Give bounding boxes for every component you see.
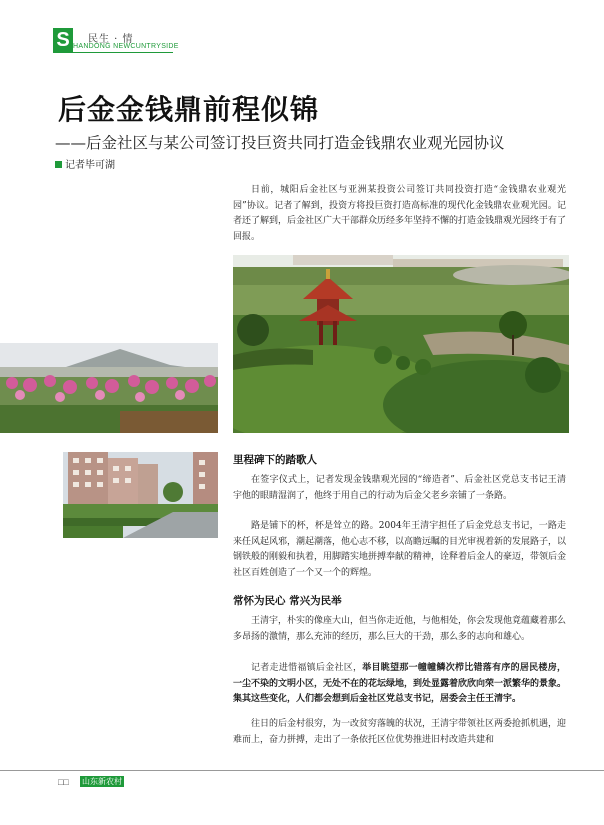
article-title: 后金金钱鼎前程似锦 <box>58 93 320 126</box>
byline-text: 记者毕可湖 <box>65 160 115 171</box>
photo-orchard-image <box>0 343 218 433</box>
footer-brand: 山东新农村 <box>82 777 122 786</box>
page-number: □□ <box>58 777 69 787</box>
lead-paragraph: 日前，城阳后金社区与亚洲某投资公司签订共同投资打造“金钱鼎农业观光园”协议。记者了解到，投资方将投巨资打造高标准的现代化金钱鼎农业观光园。记者还了解到，后金社区广大干部群众历经多年坚持不懈的打造金钱鼎观光园终于有了回报。 <box>233 185 567 242</box>
section2-p2-normal: 记者走进惜福镇后金社区， <box>251 663 363 673</box>
section-heading-2: 常怀为民心 常兴为民举 <box>233 595 342 607</box>
section1-paragraph-2: 路是铺下的杯，杯是耸立的路。2004年王清宇担任了后金党总支书记，一路走来任风起风邪，潮起潮落，他心志不移，以高瞻远瞩的目光审视着新的发展路子，以钢铁般的刚毅和执着，用脚踏实地拼搏奉献的精神，诠释着后金人的豪迈，带领后金社区百姓创造了一个又一个的辉煌。 <box>233 521 567 578</box>
section2-paragraph-1: 王清宇，朴实的像座大山，但当你走近他，与他相处，你会发现他竟蕴藏着那么多昂扬的激情，那么充沛的经历，那么巨大的干劲，那么多的志向和雄心。 <box>233 616 567 642</box>
column-name-english: HANDONG NEWCUNTRYSIDE <box>73 43 179 50</box>
column-name: 民生 · 情 <box>88 34 134 45</box>
magazine-logo-s: S <box>53 28 73 52</box>
photo-residential <box>63 452 218 538</box>
photo-pavilion-image <box>233 255 569 433</box>
footer-divider <box>0 770 604 771</box>
section2-p2-bold: 举目眺望那一幢幢鳞次栉比错落有序的居民楼房，一尘不染的文明小区，无处不在的花坛绿地，到处显露着欣欣向荣一派繁华的景象。集其这些变化，人们都会想到后金社区党总支书记，居委会主任王清宇。 <box>233 663 567 705</box>
section-heading-1: 里程碑下的踏歌人 <box>233 454 317 466</box>
header-divider <box>53 52 173 53</box>
photo-pavilion <box>233 255 569 433</box>
byline <box>55 156 115 171</box>
section2-paragraph-3: 往日的后金村很穷，为一改贫穷落魄的状况，王清宇带领社区两委抢抓机遇，迎难而上，奋力拼搏，走出了一条依托区位优势推进旧村改造共建和 <box>233 719 567 745</box>
section2-paragraph-2 <box>233 661 566 708</box>
photo-orchard <box>0 343 218 433</box>
byline-marker-icon <box>55 161 62 168</box>
section1-paragraph-1: 在签字仪式上，记者发现金钱鼎观光园的“缔造者”、后金社区党总支书记王清宇他的眼睛湿润了，他终于用自己的行动为后金父老乡亲铺了一条路。 <box>233 475 566 501</box>
photo-residential-image <box>63 452 218 538</box>
article-subtitle: ——后金社区与某公司签订投巨资共同打造金钱鼎农业观光园协议 <box>55 134 505 152</box>
